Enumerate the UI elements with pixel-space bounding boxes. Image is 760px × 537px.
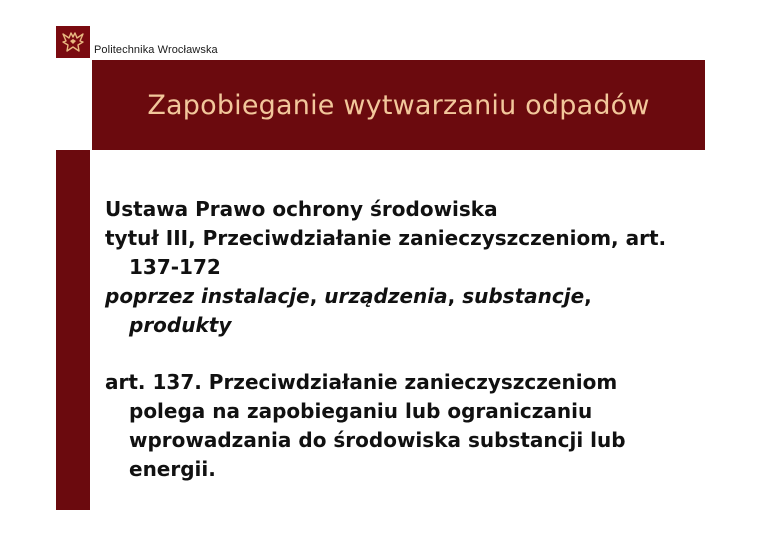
- slide-title: Zapobieganie wytwarzaniu odpadów: [147, 89, 650, 121]
- title-banner: [92, 60, 705, 150]
- separator: ,: [584, 284, 592, 308]
- means-installations: poprzez instalacje: [105, 284, 310, 308]
- slide-body: [105, 195, 695, 484]
- separator: ,: [447, 284, 463, 308]
- organization-name: Politechnika Wrocławska: [94, 44, 218, 56]
- separator: ,: [309, 284, 325, 308]
- body-line-title: tytuł III, Przeciwdziałanie zanieczyszczeniom, art. 137-172: [105, 226, 667, 279]
- body-line-article-137: art. 137. Przeciwdziałanie zanieczyszczeniom polega na zapobieganiu lub ograniczaniu wprowadzania do środowiska substancji lub energii.: [105, 370, 626, 481]
- body-line-means: [105, 282, 695, 340]
- side-accent-bar: [56, 150, 90, 510]
- university-logo: [56, 26, 90, 58]
- body-line-act: Ustawa Prawo ochrony środowiska: [105, 197, 498, 221]
- eagle-crest-icon: [60, 29, 86, 55]
- means-products: produkty: [129, 313, 232, 337]
- means-devices: urządzenia: [324, 284, 448, 308]
- means-substances: substancje: [462, 284, 585, 308]
